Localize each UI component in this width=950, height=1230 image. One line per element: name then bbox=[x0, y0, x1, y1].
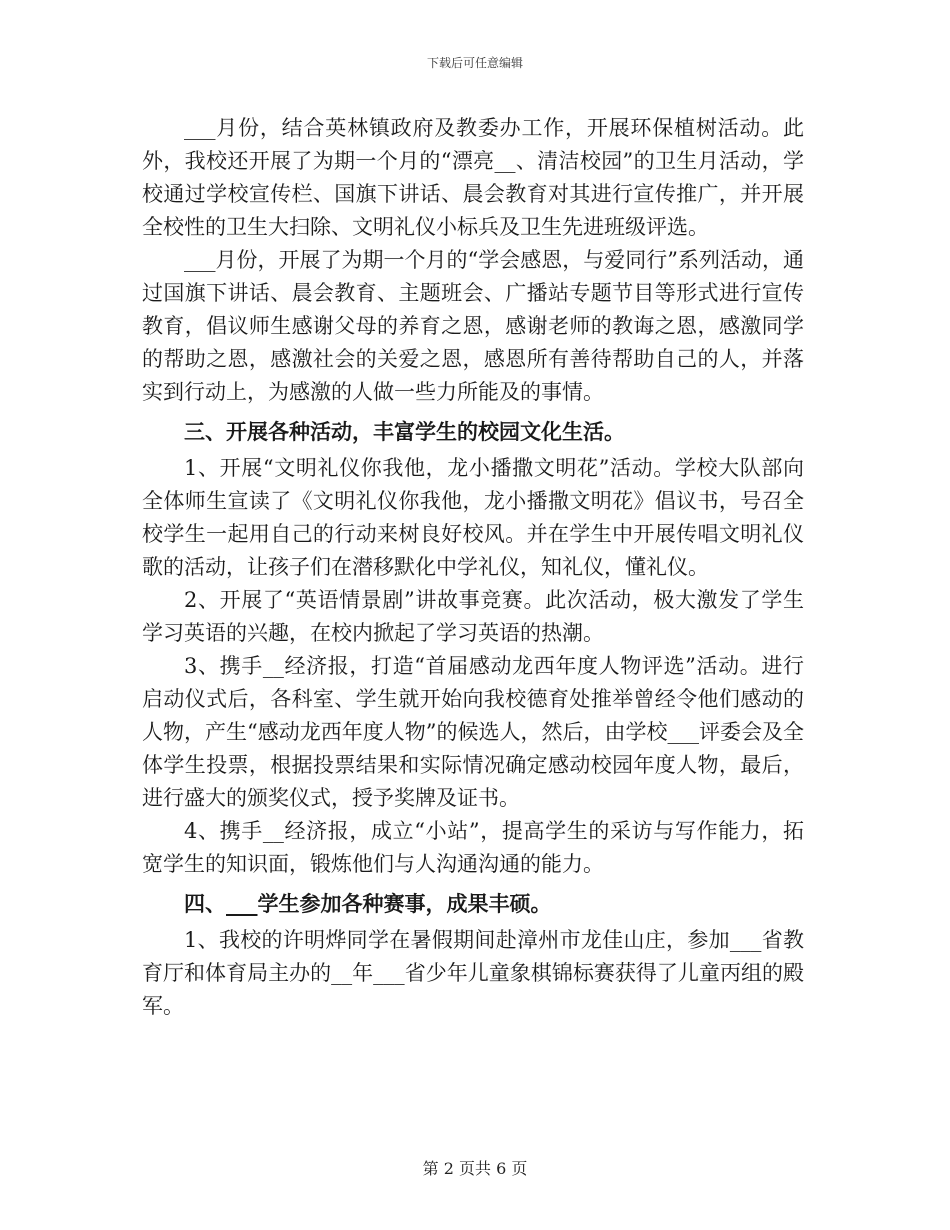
document-body bbox=[142, 112, 804, 1023]
page-header: 下载后可任意编辑 bbox=[426, 56, 523, 70]
paragraph-person-of-year: 3、携手__经济报，打造“首届感动龙西年度人物评选”活动。进行启动仪式后，各科室、学生就开始向我校德育处推举曾经令他们感动的人物，产生“感动龙西年度人物”的候选人，然后，由学校___评委会及全体学生投票，根据投票结果和实际情况确定感动校园年度人物，最后，进行盛大的颁奖仪式，授予奖牌及证书。 bbox=[142, 654, 804, 810]
paragraph-etiquette: 1、开展“文明礼仪你我他，龙小播撒文明花”活动。学校大队部向全体师生宣读了《文明礼仪你我他，龙小播撒文明花》倡议书，号召全校学生一起用自己的行动来树良好校风。并在学生中开展传唱文明礼仪歌的活动，让孩子们在潜移默化中学礼仪，知礼仪，懂礼仪。 bbox=[142, 456, 804, 579]
paragraph-reporter-station: 4、携手__经济报，成立“小站”，提高学生的采访与写作能力，拓宽学生的知识面，锻炼他们与人沟通沟通的能力。 bbox=[142, 819, 804, 876]
paragraph-english-drama: 2、开展了“英语情景剧”讲故事竞赛。此次活动，极大激发了学生学习英语的兴趣，在校内掀起了学习英语的热潮。 bbox=[142, 588, 804, 645]
section-heading-activities: 三、开展各种活动，丰富学生的校园文化生活。 bbox=[184, 419, 625, 444]
section-heading-competitions: 四、___学生参加各种赛事，成果丰硕。 bbox=[184, 891, 552, 916]
paragraph-chess-result: 1、我校的许明烨同学在暑假期间赴漳州市龙佳山庄，参加___省教育厅和体育局主办的__年___省少年儿童象棋锦标赛获得了儿童丙组的殿军。 bbox=[142, 928, 804, 1018]
paragraph-tree-planting: ___月份，结合英林镇政府及教委办工作，开展环保植树活动。此外，我校还开展了为期一个月的“漂亮__、清洁校园”的卫生月活动，学校通过学校宣传栏、国旗下讲话、晨会教育对其进行宣传推广，并开展全校性的卫生大扫除、文明礼仪小标兵及卫生先进班级评选。 bbox=[142, 116, 804, 239]
paragraph-gratitude-activity: ___月份，开展了为期一个月的“学会感恩，与爱同行”系列活动，通过国旗下讲话、晨会教育、主题班会、广播站专题节目等形式进行宣传教育，倡议师生感谢父母的养育之恩，感谢老师的教诲之恩，感激同学的帮助之恩，感激社会的关爱之恩，感恩所有善待帮助自己的人，并落实到行动上，为感激的人做一些力所能及的事情。 bbox=[142, 248, 804, 404]
page-footer: 第 2 页共 6 页 bbox=[422, 1159, 528, 1178]
